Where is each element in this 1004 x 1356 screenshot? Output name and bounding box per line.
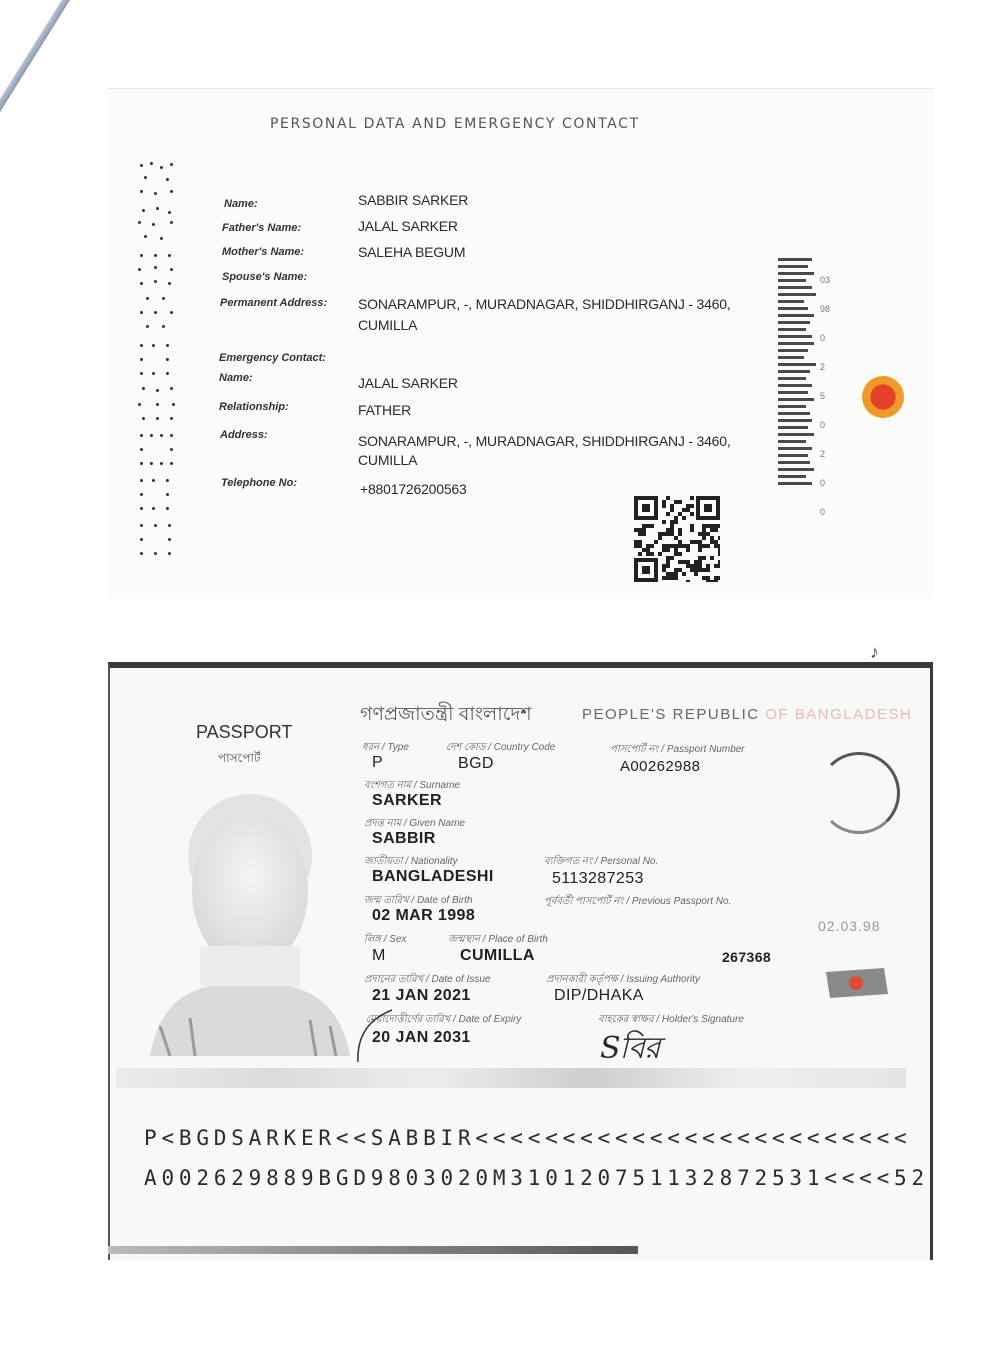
value-personal-no: 5113287253	[552, 870, 644, 887]
value-telephone: +8801726200563	[360, 481, 467, 497]
label-holder-signature: বাহকের স্বাক্ষর / Holder's Signature	[598, 1014, 744, 1025]
label-given-name: প্রদত্ত নাম / Given Name	[364, 818, 465, 829]
value-sex: M	[372, 947, 386, 964]
vertical-barcode	[778, 258, 818, 528]
barcode-tag: 5	[820, 391, 826, 401]
mrz-line-1: P<BGDSARKER<<SABBIR<<<<<<<<<<<<<<<<<<<<<<<<<	[144, 1126, 912, 1150]
qr-code-icon	[634, 496, 720, 582]
value-issuing-authority: DIP/DHAKA	[554, 987, 644, 1004]
label-emergency-name: Name:	[219, 372, 253, 384]
barcode-tag: 0	[820, 507, 826, 517]
label-date-of-expiry: মেয়াদোত্তীর্ণের তারিখ / Date of Expiry	[366, 1014, 522, 1025]
value-date-of-expiry: 20 JAN 2031	[372, 1029, 471, 1046]
value-type: P	[372, 754, 384, 771]
holder-signature: Sবির	[600, 1031, 660, 1066]
barcode-tags	[820, 266, 830, 527]
label-place-of-birth: জন্মস্থান / Place of Birth	[448, 934, 548, 945]
value-address-line2: CUMILLA	[358, 452, 418, 468]
barcode-tag: 03	[820, 275, 831, 285]
value-nationality: BANGLADESHI	[372, 868, 494, 885]
security-strip	[116, 1068, 906, 1088]
perforation-number-column	[136, 160, 186, 570]
country-name-english: PEOPLE'S REPUBLIC OF BANGLADESH	[582, 706, 913, 723]
hologram-flag-icon	[824, 966, 890, 1000]
expiry-stamp-curve	[352, 1004, 432, 1064]
label-date-of-issue: প্রদানের তারিখ / Date of Issue	[364, 974, 491, 985]
label-father-name: Father's Name:	[222, 222, 302, 234]
value-relationship: FATHER	[358, 402, 411, 418]
label-mother-name: Mother's Name:	[222, 246, 305, 258]
page-title: PERSONAL DATA AND EMERGENCY CONTACT	[270, 116, 640, 132]
label-issuing-authority: প্রদানকারী কর্তৃপক্ষ / Issuing Authority	[546, 974, 700, 985]
value-passport-number: A00262988	[620, 758, 701, 775]
passport-heading: PASSPORT	[196, 722, 293, 742]
value-date-of-issue: 21 JAN 2021	[372, 987, 471, 1004]
value-extra-number: 267368	[722, 949, 772, 965]
label-address: Address:	[220, 429, 268, 441]
barcode-tag: 0	[820, 478, 826, 488]
label-permanent-address: Permanent Address:	[220, 297, 328, 309]
value-mother-name: SALEHA BEGUM	[358, 244, 466, 260]
value-emergency-name: JALAL SARKER	[358, 375, 458, 391]
value-name: SABBIR SARKER	[358, 192, 469, 208]
value-surname: SARKER	[372, 792, 442, 809]
value-address-line1: SONARAMPUR, -, MURADNAGAR, SHIDDHIRGANJ - 3460,	[358, 433, 731, 449]
label-relationship: Relationship:	[219, 401, 289, 413]
label-sex: লিঙ্গ / Sex	[364, 934, 407, 945]
barcode-tag: 98	[820, 304, 831, 314]
label-nationality: জাতীয়তা / Nationality	[364, 856, 458, 867]
label-spouse-name: Spouse's Name:	[222, 271, 308, 283]
label-telephone: Telephone No:	[221, 477, 297, 489]
ghost-portrait-icon	[818, 752, 900, 834]
holder-portrait-photo	[140, 786, 355, 1056]
label-type: ধরন / Type	[362, 742, 409, 753]
label-date-of-birth: জন্ম তারিখ / Date of Birth	[364, 895, 473, 906]
label-name: Name:	[224, 198, 258, 210]
label-personal-no: ব্যক্তিগত নং / Personal No.	[544, 856, 659, 867]
value-country-code: BGD	[458, 755, 494, 772]
label-country-code: দেশ কোড / Country Code	[446, 742, 556, 753]
passport-heading-bangla: পাসপোর্ট	[218, 751, 261, 765]
country-name-bangla: গণপ্রজাতন্ত্রী বাংলাদেশ	[360, 704, 532, 725]
mrz-line-2: A002629889BGD9803020M310120751132872531<<<<52	[144, 1166, 929, 1190]
value-given-name: SABBIR	[372, 830, 436, 847]
barcode-tag: 2	[820, 449, 826, 459]
value-father-name: JALAL SARKER	[358, 218, 458, 234]
barcode-tag: 2	[820, 362, 826, 372]
label-emergency-contact: Emergency Contact:	[219, 352, 326, 364]
label-passport-number: পাসপোর্ট নং / Passport Number	[610, 744, 745, 755]
barcode-tag: 0	[820, 333, 826, 343]
label-previous-passport: পূর্ববর্তী পাসপোর্ট নং / Previous Passport No.	[544, 896, 732, 907]
corner-mark-icon: ♪	[870, 642, 879, 662]
value-date-of-birth: 02 MAR 1998	[372, 907, 476, 924]
page-edge-shadow	[108, 1246, 638, 1254]
label-surname: বংশগত নাম / Surname	[364, 780, 460, 791]
value-place-of-birth: CUMILLA	[460, 947, 535, 964]
government-seal-icon	[862, 376, 904, 418]
value-permanent-address-line2: CUMILLA	[358, 317, 418, 333]
barcode-tag: 0	[820, 420, 826, 430]
value-permanent-address-line1: SONARAMPUR, -, MURADNAGAR, SHIDDHIRGANJ - 3460,	[358, 296, 731, 312]
ghost-date: 02.03.98	[818, 918, 881, 934]
